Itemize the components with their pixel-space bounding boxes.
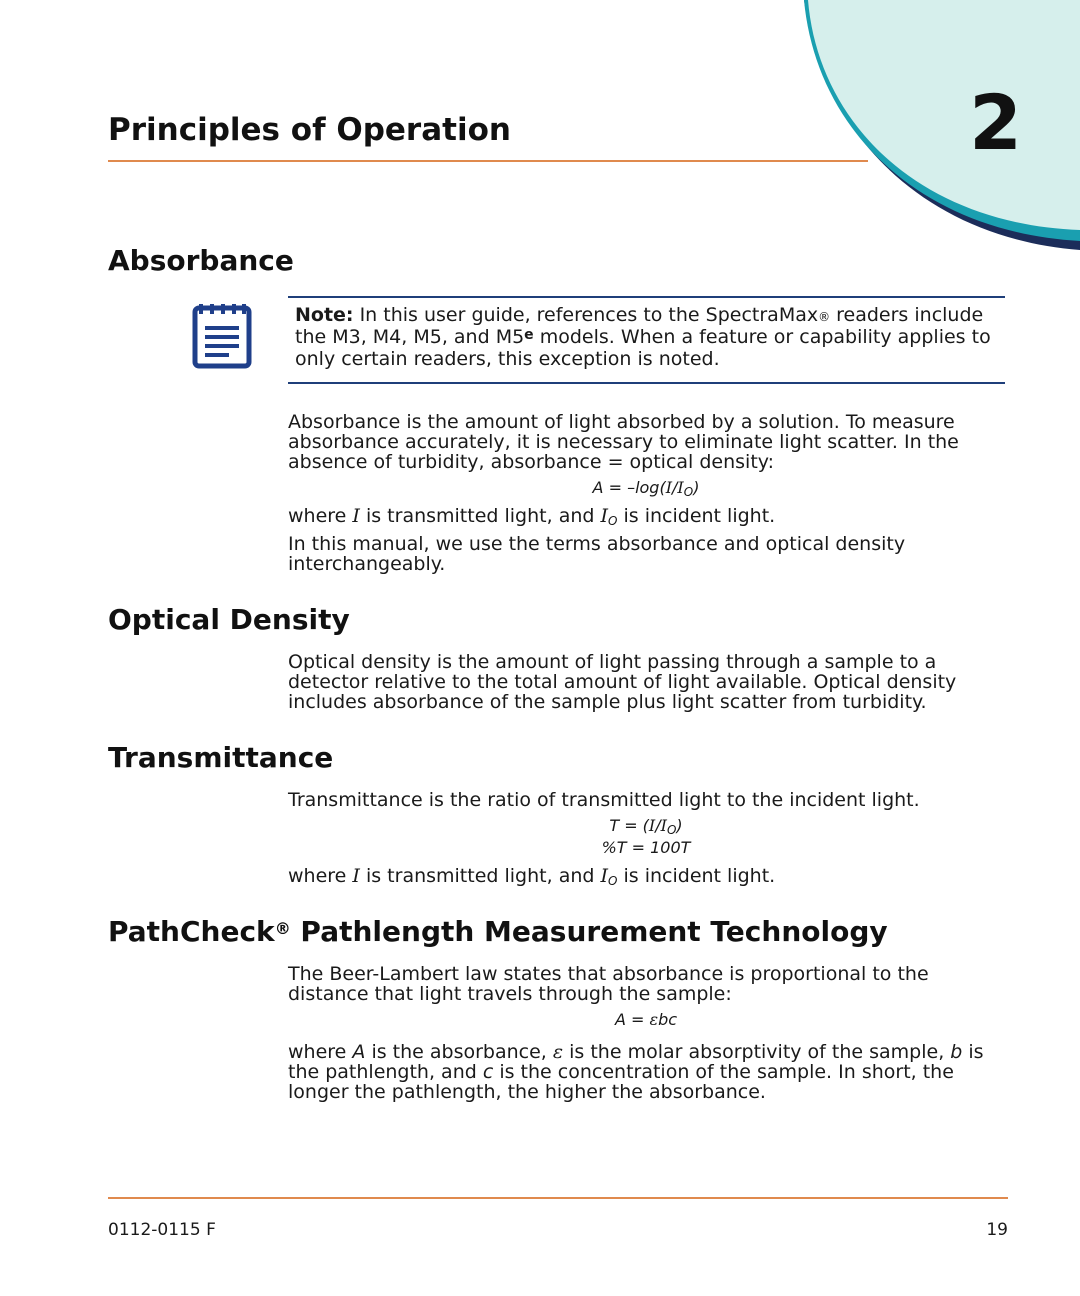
symbol: I bbox=[600, 865, 608, 887]
subscript: O bbox=[608, 874, 618, 888]
equation-subscript: O bbox=[666, 823, 677, 837]
beer-lambert-equation bbox=[288, 1010, 1004, 1030]
absorbance-equation bbox=[288, 478, 1004, 499]
chapter-title: Principles of Operation bbox=[108, 112, 511, 148]
equation-subscript: O bbox=[683, 485, 694, 499]
optical-density-paragraph: Optical density is the amount of light passing through a sample to a detector relative to the total amount of light available. Optical density includes absorbance of the sample plus light scatter from turbidity. bbox=[288, 651, 957, 713]
page-number: 19 bbox=[986, 1220, 1008, 1240]
symbol: b bbox=[950, 1041, 963, 1063]
epsilon-symbol: ε bbox=[649, 1010, 659, 1029]
text-part: is the molar absorptivity of the sample, bbox=[563, 1041, 951, 1063]
subscript: O bbox=[608, 514, 618, 528]
equation-symbol: I bbox=[648, 816, 656, 835]
epsilon-symbol: ε bbox=[552, 1041, 564, 1063]
equation-part: A = –log( bbox=[592, 478, 666, 497]
heading-part: Pathlength Measurement Technology bbox=[290, 915, 888, 948]
equation-part: / bbox=[672, 478, 678, 497]
absorbance-paragraph-1: Absorbance is the amount of light absorbed by a solution. To measure absorbance accurately, it is necessary to eliminate light scatter. In the absence of turbidity, absorbance = optical density: bbox=[288, 411, 959, 473]
equation-symbol: I bbox=[677, 478, 684, 497]
transmittance-paragraph: Transmittance is the ratio of transmitted light to the incident light. bbox=[288, 789, 920, 811]
text-part: is the concentration of the sample. In short, the longer the pathlength, the higher the absorbance. bbox=[288, 1061, 954, 1103]
heading-pathcheck bbox=[108, 915, 888, 948]
absorbance-paragraph-2: In this manual, we use the terms absorbance and optical density interchangeably. bbox=[288, 533, 906, 575]
footer-rule bbox=[108, 1197, 1008, 1199]
document-number: 0112-0115 F bbox=[108, 1220, 216, 1240]
text-part: is incident light. bbox=[617, 505, 776, 527]
text-part: is the pathlength, and bbox=[288, 1041, 984, 1083]
transmittance-equation-2: %T = 100T bbox=[601, 838, 691, 857]
text-part: is the absorbance, bbox=[365, 1041, 553, 1063]
symbol: c bbox=[482, 1061, 494, 1083]
text-part: where bbox=[288, 1041, 353, 1063]
text-part: where bbox=[288, 865, 353, 887]
text-part: is incident light. bbox=[617, 865, 776, 887]
equation-part: ) bbox=[676, 816, 683, 835]
registered-mark: ® bbox=[274, 919, 291, 938]
pathcheck-paragraph-1: The Beer-Lambert law states that absorbance is proportional to the distance that light travels through the sample: bbox=[288, 963, 929, 1005]
notepad-icon bbox=[192, 300, 252, 370]
transmittance-where-line bbox=[288, 866, 1004, 888]
symbol: I bbox=[352, 865, 360, 887]
symbol: A bbox=[352, 1041, 366, 1063]
note-text-part: In this user guide, references to the SpectraMax bbox=[353, 304, 819, 326]
symbol: I bbox=[600, 505, 608, 527]
model-superscript: e bbox=[524, 327, 534, 343]
absorbance-where-line bbox=[288, 506, 1004, 528]
symbol: I bbox=[352, 505, 360, 527]
chapter-tab-fill bbox=[808, 0, 1080, 230]
note-text bbox=[295, 304, 1005, 370]
registered-mark: ® bbox=[818, 310, 831, 324]
note-text-part: models. When a feature or capability applies to only certain readers, this exception is noted. bbox=[295, 326, 991, 370]
equation-part: ) bbox=[693, 478, 700, 497]
text-part: is transmitted light, and bbox=[359, 865, 601, 887]
title-rule bbox=[108, 160, 868, 162]
heading-part: PathCheck bbox=[108, 915, 275, 948]
pathcheck-paragraph-2 bbox=[288, 1042, 1004, 1102]
heading-transmittance: Transmittance bbox=[108, 741, 334, 774]
equation-part: T = ( bbox=[609, 816, 649, 835]
equation-part: / bbox=[655, 816, 661, 835]
equation-symbol: I bbox=[660, 816, 667, 835]
note-text-part: readers include the M3, M4, M5, and M5 bbox=[295, 304, 984, 348]
transmittance-equation-1 bbox=[288, 816, 1004, 837]
heading-absorbance: Absorbance bbox=[108, 244, 294, 277]
note-label: Note: bbox=[295, 304, 354, 326]
text-part: where bbox=[288, 505, 353, 527]
equation-part: A = bbox=[614, 1010, 650, 1029]
chapter-number: 2 bbox=[969, 78, 1022, 167]
equation-part: bc bbox=[658, 1010, 678, 1029]
note-box bbox=[288, 296, 1005, 384]
equation-symbol: I bbox=[665, 478, 673, 497]
heading-optical-density: Optical Density bbox=[108, 603, 350, 636]
text-part: is transmitted light, and bbox=[359, 505, 601, 527]
